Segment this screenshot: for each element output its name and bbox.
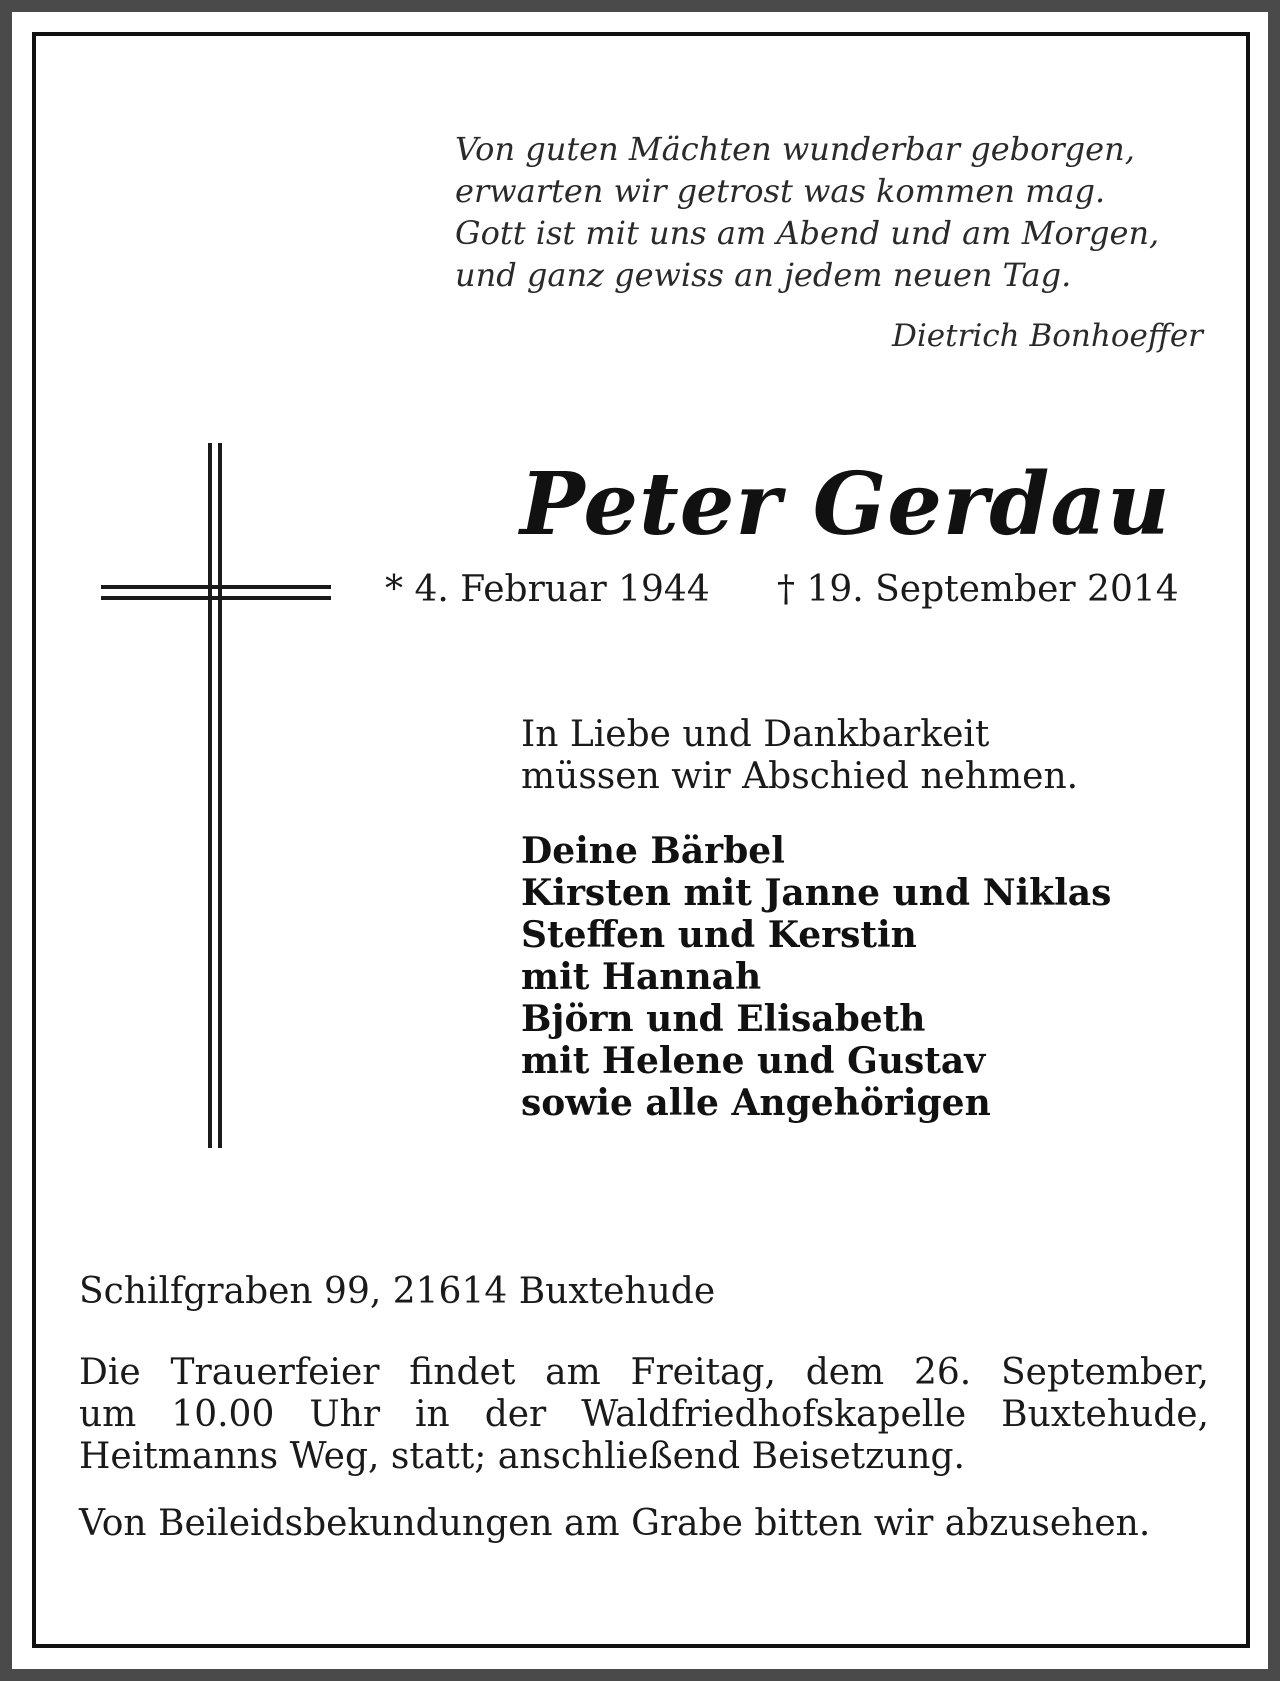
farewell-line: In Liebe und Dankbarkeit xyxy=(521,714,990,755)
farewell-line: müssen wir Abschied nehmen. xyxy=(521,756,1079,797)
mourners-list xyxy=(521,830,1111,1124)
address: Schilfgraben 99, 21614 Buxtehude xyxy=(79,1271,716,1312)
condolence-note: Von Beileidsbekundungen am Grabe bitten wir abzusehen. xyxy=(79,1503,1151,1544)
quote-line: Gott ist mit uns am Abend und am Morgen, xyxy=(455,214,1160,252)
cross-vertical-line xyxy=(208,443,212,1148)
deceased-name: Peter Gerdau xyxy=(520,454,1171,555)
funeral-service-info xyxy=(79,1352,1209,1478)
farewell-text xyxy=(521,714,1078,798)
mourner-line: mit Helene und Gustav xyxy=(521,1040,986,1082)
mourner-line: mit Hannah xyxy=(521,956,762,998)
mourner-line: Kirsten mit Janne und Niklas xyxy=(521,872,1112,914)
cross-vertical-line xyxy=(218,443,222,1148)
quote-line: und ganz gewiss an jedem neuen Tag. xyxy=(455,256,1072,294)
cross-horizontal-line xyxy=(101,596,331,600)
mourner-line: Steffen und Kerstin xyxy=(521,914,917,956)
mourner-line: Deine Bärbel xyxy=(521,830,785,872)
cross-horizontal-line xyxy=(101,585,331,589)
mourner-line: Björn und Elisabeth xyxy=(521,998,926,1040)
mourner-line: sowie alle Angehörigen xyxy=(521,1082,991,1124)
birth-date: * 4. Februar 1944 xyxy=(385,569,710,610)
service-line: Heitmanns Weg, statt; anschließend Beisetzung. xyxy=(79,1436,965,1477)
quote-author: Dietrich Bonhoeffer xyxy=(892,318,1203,354)
death-date: † 19. September 2014 xyxy=(777,569,1179,610)
service-line: um 10.00 Uhr in der Waldfriedhofskapelle Buxtehude, xyxy=(79,1394,1209,1435)
bonhoeffer-quote xyxy=(455,128,1215,296)
quote-line: erwarten wir getrost was kommen mag. xyxy=(455,172,1106,210)
service-line: Die Trauerfeier findet am Freitag, dem 26. September, xyxy=(79,1352,1209,1393)
quote-line: Von guten Mächten wunderbar geborgen, xyxy=(455,130,1135,168)
